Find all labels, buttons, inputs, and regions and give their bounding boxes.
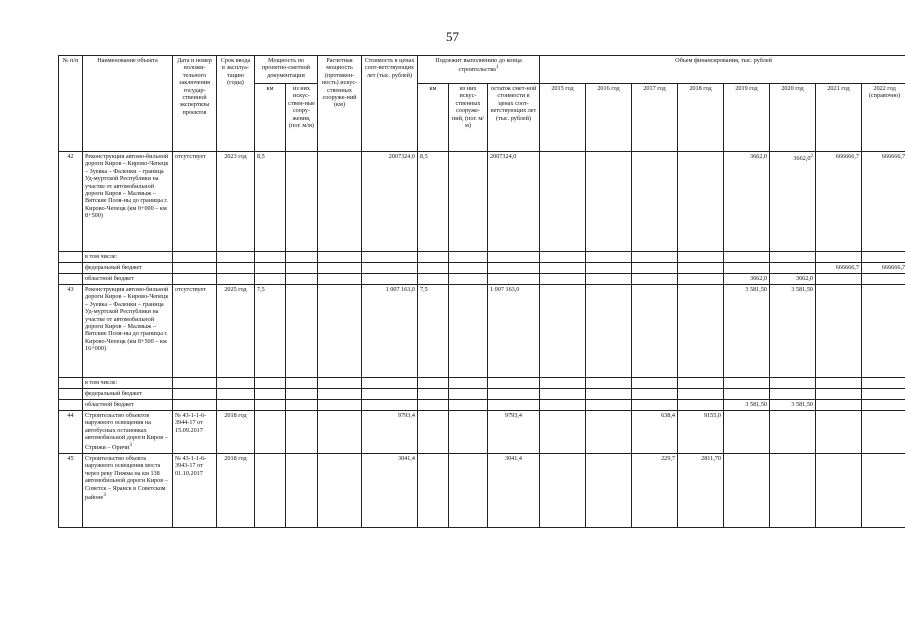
table-subrow <box>59 263 905 274</box>
row-term: 2018 год <box>217 454 255 528</box>
header-cap-km: км <box>255 84 286 152</box>
row-year-cell <box>678 285 724 378</box>
header-term: Срок ввода в эксплуа-тацию (годы) <box>217 56 255 152</box>
row-cap-art <box>286 285 318 378</box>
row-rem-cost: 1 007 163,0 <box>488 285 540 378</box>
row-year-cell <box>540 454 586 528</box>
row-year-cell: 638,4 <box>632 411 678 454</box>
row-year-cell: 3 581,50 <box>770 285 816 378</box>
subrow-year-cell: 3662,0 <box>724 274 770 285</box>
row-rem-art <box>449 411 488 454</box>
row-calc-cap <box>318 454 362 528</box>
table-row <box>59 454 905 528</box>
row-year-cell <box>586 152 632 252</box>
row-rem-km <box>418 454 449 528</box>
header-num: № п/п <box>59 56 83 152</box>
row-term: 2018 год <box>217 411 255 454</box>
footnote-marker: 2 <box>810 153 813 159</box>
footnote-marker: 3 <box>129 441 132 448</box>
subrow-year-cell: 3 581,50 <box>724 400 770 411</box>
row-year-value: 3662,0 <box>793 155 811 163</box>
row-year-cell: 666666,7 <box>816 152 862 252</box>
row-year-cell <box>632 285 678 378</box>
row-year-cell <box>540 411 586 454</box>
table-row <box>59 285 905 378</box>
row-name <box>83 411 173 454</box>
row-date: отсутствует <box>173 152 217 252</box>
header-capacity-group: Мощность по проектно-сметной документации <box>255 56 318 84</box>
row-num: 44 <box>59 411 83 454</box>
row-cap-art <box>286 411 318 454</box>
header-rem-km: км <box>418 84 449 152</box>
row-year-cell <box>770 411 816 454</box>
row-year-cell <box>770 454 816 528</box>
header-year: 2016 год <box>586 84 632 152</box>
table-subrow <box>59 378 905 389</box>
row-calc-cap <box>318 152 362 252</box>
subrow-label: областной бюджет <box>83 274 173 285</box>
row-cost: 3041,4 <box>362 454 418 528</box>
row-cost: 9793,4 <box>362 411 418 454</box>
footnote-marker: 3 <box>103 492 106 499</box>
header-year: 2022 год (справочно) <box>862 84 905 152</box>
row-date: № 43-1-1-6-3944-17 от 15.09.2017 <box>173 411 217 454</box>
subrow-year-cell: 666666,7 <box>862 263 905 274</box>
row-year-cell <box>816 285 862 378</box>
row-year-cell: 229,7 <box>632 454 678 528</box>
row-rem-art <box>449 285 488 378</box>
row-year-cell <box>862 285 905 378</box>
row-rem-cost: 2007324,0 <box>488 152 540 252</box>
table-subrow <box>59 252 905 263</box>
row-cap-km: 7,5 <box>255 285 286 378</box>
row-rem-km <box>418 411 449 454</box>
row-year-cell <box>540 152 586 252</box>
row-calc-cap <box>318 411 362 454</box>
row-name-text: Строительство объекта наружного освещения моста через реку Пижма на км 138 автомобильной дороги Киров – Советск – Яранск в Советском районе <box>85 455 168 502</box>
header-remaining-label: Подлежит выполнению до конца строительства <box>435 57 522 74</box>
row-num: 45 <box>59 454 83 528</box>
row-cap-km <box>255 454 286 528</box>
row-calc-cap <box>318 285 362 378</box>
header-year: 2020 год <box>770 84 816 152</box>
row-year-cell <box>862 411 905 454</box>
row-year-cell: 9155,0 <box>678 411 724 454</box>
table-row <box>59 152 905 252</box>
row-term: 2023 год <box>217 152 255 252</box>
row-year-cell <box>862 454 905 528</box>
row-year-cell <box>632 152 678 252</box>
row-year-cell <box>724 411 770 454</box>
header-year: 2021 год <box>816 84 862 152</box>
row-year-cell <box>540 285 586 378</box>
row-name: Реконструкция автомо-бильной дороги Киров – Кирово-Чепецк – Зуевка – Фаленки – граница Уд-муртской Республики на участке от автомобильной дороги Киров – Малмыж – Вятские Поля-ны до границы г. Кирово-Чепецк (км 0+000 – км 8+500) <box>83 152 173 252</box>
table-subrow <box>59 389 905 400</box>
row-year-cell <box>586 411 632 454</box>
row-cost: 1 007 163,0 <box>362 285 418 378</box>
header-financing-group: Объем финансирования, тыс. рублей <box>540 56 905 84</box>
row-year-cell: 3662,0 <box>724 152 770 252</box>
row-num: 42 <box>59 152 83 252</box>
header-calc-capacity: Расчетная мощность (протяжен-ность) искус-ственных сооруже-ний (км) <box>318 56 362 152</box>
row-date: отсутствует <box>173 285 217 378</box>
table-subrow <box>59 274 905 285</box>
header-year: 2019 год <box>724 84 770 152</box>
row-cap-km <box>255 411 286 454</box>
subrow-label: в том числе: <box>83 252 173 263</box>
row-rem-cost: 9793,4 <box>488 411 540 454</box>
row-cap-art <box>286 152 318 252</box>
subrow-year-cell: 3 581,50 <box>770 400 816 411</box>
subrow-label: федеральный бюджет <box>83 263 173 274</box>
row-name-text: Строительство объектов наружного освещения на автобусных остановках автомобильной дороги Киров – Стрижи – Оричи <box>85 412 168 451</box>
row-cost: 2007324,0 <box>362 152 418 252</box>
header-rem-art: из них искус-ственных сооруже-ний, (пог. м/м) <box>449 84 488 152</box>
row-year-cell: 666666,7 <box>862 152 905 252</box>
header-year: 2018 год <box>678 84 724 152</box>
header-date: Дата и номер положи-тельного заключения государ-ственной экспертизы проектов <box>173 56 217 152</box>
footnote-marker: 1 <box>495 64 499 71</box>
row-year-cell <box>586 285 632 378</box>
row-rem-art <box>449 152 488 252</box>
row-year-cell: 2811,70 <box>678 454 724 528</box>
page-number: 57 <box>446 29 459 44</box>
row-num: 43 <box>59 285 83 378</box>
row-year-cell <box>816 454 862 528</box>
row-year-cell: 3 581,50 <box>724 285 770 378</box>
table-subrow <box>59 400 905 411</box>
subrow-year-cell: 666666,7 <box>816 263 862 274</box>
subrow-label: областной бюджет <box>83 400 173 411</box>
row-year-cell <box>770 152 816 252</box>
header-year: 2015 год <box>540 84 586 152</box>
header-cap-art: из них искус-ствен-ные соору-жения, (пог. м/м) <box>286 84 318 152</box>
subrow-year-cell: 3662,0 <box>770 274 816 285</box>
row-rem-cost: 3041,4 <box>488 454 540 528</box>
row-name: Реконструкция автомо-бильной дороги Киров – Кирово-Чепецк – Зуевка – Фаленки – граница Уд-муртской Республики на участке от автомобильной дороги Киров – Малмыж – Вятские Поля-ны до границы г. Кирово-Чепецк (км 8+500 – км 16+000) <box>83 285 173 378</box>
subrow-label: федеральный бюджет <box>83 389 173 400</box>
table-row <box>59 411 905 454</box>
header-remaining-group <box>418 56 540 84</box>
row-year-cell <box>724 454 770 528</box>
header-rem-cost: остаток смет-ной стоимости в ценах соот-ветствующих лет (тыс. рублей) <box>488 84 540 152</box>
row-year-cell <box>678 152 724 252</box>
row-term: 2025 год <box>217 285 255 378</box>
row-rem-art <box>449 454 488 528</box>
construction-objects-table <box>58 55 905 528</box>
subrow-label: в том числе: <box>83 378 173 389</box>
row-cap-km: 8,5 <box>255 152 286 252</box>
row-rem-km: 8,5 <box>418 152 449 252</box>
row-rem-km: 7,5 <box>418 285 449 378</box>
row-name <box>83 454 173 528</box>
header-name: Наименование объекта <box>83 56 173 152</box>
header-cost: Стоимость в ценах соот-ветствующих лет (тыс. рублей) <box>362 56 418 152</box>
row-cap-art <box>286 454 318 528</box>
row-year-cell <box>586 454 632 528</box>
row-date: № 43-1-1-6-3943-17 от 01.10.2017 <box>173 454 217 528</box>
row-year-cell <box>816 411 862 454</box>
header-year: 2017 год <box>632 84 678 152</box>
